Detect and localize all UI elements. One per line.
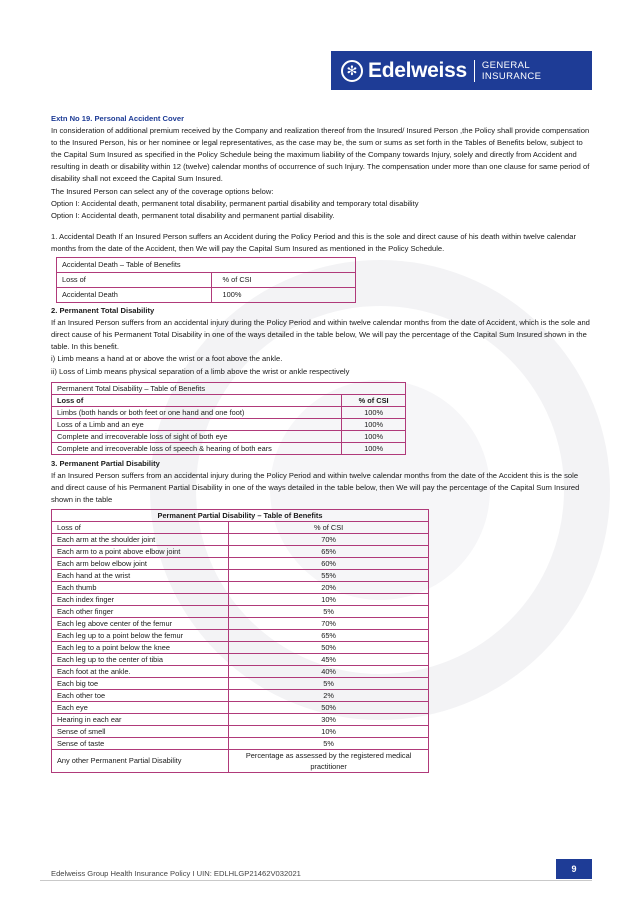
table-row <box>52 569 429 581</box>
table-row <box>52 653 429 665</box>
table-cell: 2% <box>229 689 429 701</box>
table-cell: 5% <box>229 605 429 617</box>
table-cell: 70% <box>229 533 429 545</box>
table-row <box>52 689 429 701</box>
table-cell: 45% <box>229 653 429 665</box>
table-cell: 10% <box>229 593 429 605</box>
logo-name: Edelweiss <box>368 58 467 82</box>
table-cell: Each thumb <box>52 581 229 593</box>
table-cell: Percentage as assessed by the registered medical practitioner <box>229 749 429 772</box>
limb-definition: i) Limb means a hand at or above the wrist or a foot above the ankle. <box>51 354 283 364</box>
table-cell: 100% <box>342 442 406 454</box>
table-cell: 60% <box>229 557 429 569</box>
table-cell: Complete and irrecoverable loss of sight of both eye <box>52 430 342 442</box>
document-body <box>51 113 591 773</box>
table-row <box>52 593 429 605</box>
section-title: Extn No 19. Personal Accident Cover <box>51 114 185 123</box>
ppd-paragraph: If an Insured Person suffers from an accidental injury during the Policy Period and within twelve calendar months from the date of the Accident this is the sole and direct cause of his Permanent Partial Disability in one of the ways detailed in the table below, then We will pay the percentage of the Capital Sum Insured shown in the table <box>51 470 580 504</box>
accidental-death-table <box>56 257 356 303</box>
logo-line2: INSURANCE <box>481 70 542 82</box>
table-cell: 5% <box>229 677 429 689</box>
loss-of-limb-definition: ii) Loss of Limb means physical separation of a limb above the wrist or ankle respectively <box>51 366 350 376</box>
table-cell: 55% <box>229 569 429 581</box>
column-header: Loss of <box>52 521 229 533</box>
option-1: Option I: Accidental death, permanent total disability, permanent partial disability and temporary total disability <box>51 198 419 208</box>
table-row <box>52 629 429 641</box>
ptd-table <box>51 382 406 455</box>
table-cell: 50% <box>229 641 429 653</box>
table-cell: Each foot at the ankle. <box>52 665 229 677</box>
logo-divider <box>474 60 475 82</box>
table-cell: 20% <box>229 581 429 593</box>
ppd-table <box>51 509 429 773</box>
table-cell: 10% <box>229 725 429 737</box>
table-cell: 50% <box>229 701 429 713</box>
column-header: Loss of <box>52 394 342 406</box>
table-cell: 100% <box>342 406 406 418</box>
table-cell: Limbs (both hands or both feet or one hand and one foot) <box>52 406 342 418</box>
table-row <box>52 617 429 629</box>
table-row <box>52 725 429 737</box>
table-cell: 5% <box>229 737 429 749</box>
table-cell: Each arm at the shoulder joint <box>52 533 229 545</box>
table-cell: 100% <box>342 418 406 430</box>
column-header: % of CSI <box>212 273 356 288</box>
table-cell: Loss of a Limb and an eye <box>52 418 342 430</box>
footer-rule <box>40 880 592 881</box>
intro-paragraph: In consideration of additional premium received by the Company and realization thereof from the Insured/ Insured Person ,the Policy shall provide compensation to the Insured Person, his or her nominee or legal representatives, as the case may be, the sum or sums as set forth in the Tables of Benefits below, subject to the Capital Sum Insured as specified in the Policy Schedule being the maximum liability of the Company towards Injury, solely and directly from Accident and resulting in death or disability within 12 (twelve) calendar months of occurrence of such Injury. The compensation under more than one clause for same period of disability shall not exceed the Capital Sum Insured. <box>51 126 590 184</box>
table-row <box>52 442 406 454</box>
table-caption: Permanent Total Disability – Table of Benefits <box>52 382 406 394</box>
ptd-heading: 2. Permanent Total Disability <box>51 306 155 316</box>
table-cell: Each leg to a point below the knee <box>52 641 229 653</box>
table-cell: Each leg up to the center of tibia <box>52 653 229 665</box>
table-row <box>52 533 429 545</box>
table-row <box>52 713 429 725</box>
options-intro: The Insured Person can select any of the coverage options below: <box>51 186 274 196</box>
table-cell: Each other toe <box>52 689 229 701</box>
column-header: % of CSI <box>342 394 406 406</box>
table-cell: Each arm to a point above elbow joint <box>52 545 229 557</box>
logo-subtitle <box>482 60 542 82</box>
table-row <box>52 749 429 772</box>
table-row <box>52 677 429 689</box>
ppd-heading: 3. Permanent Partial Disability <box>51 458 160 468</box>
page-number: 9 <box>556 859 592 879</box>
table-cell: Sense of smell <box>52 725 229 737</box>
table-cell: Accidental Death <box>57 288 212 303</box>
table-cell: Each big toe <box>52 677 229 689</box>
edelweiss-logo <box>331 51 592 90</box>
table-cell: Each leg up to a point below the femur <box>52 629 229 641</box>
table-cell: 30% <box>229 713 429 725</box>
ptd-paragraph: If an Insured Person suffers from an accidental injury during the Policy Period and within twelve calendar months from the date of Accident, which is the sole and direct cause of his Permanent Total Disability in one of the ways detailed in the table below, We will pay the percentage of the Capital Sum Insured shown in the table. In this benefit. <box>51 318 590 352</box>
table-cell: 65% <box>229 629 429 641</box>
table-cell: Each hand at the wrist <box>52 569 229 581</box>
table-cell: Each arm below elbow joint <box>52 557 229 569</box>
table-cell: 65% <box>229 545 429 557</box>
table-cell: Sense of taste <box>52 737 229 749</box>
table-caption: Permanent Partial Disability – Table of Benefits <box>52 509 429 521</box>
table-row <box>52 581 429 593</box>
footer-text: Edelweiss Group Health Insurance Policy I UIN: EDLHLGP21462V032021 <box>51 869 301 878</box>
table-cell: Hearing in each ear <box>52 713 229 725</box>
logo-line1: GENERAL <box>481 59 531 71</box>
table-row <box>52 737 429 749</box>
table-row <box>52 605 429 617</box>
table-cell: 100% <box>212 288 356 303</box>
table-cell: Each eye <box>52 701 229 713</box>
table-row <box>52 557 429 569</box>
flower-icon: ✻ <box>341 60 363 82</box>
table-cell: 40% <box>229 665 429 677</box>
table-row <box>52 701 429 713</box>
table-cell: Complete and irrecoverable loss of speech & hearing of both ears <box>52 442 342 454</box>
table-row <box>52 406 406 418</box>
table-row <box>52 545 429 557</box>
table-cell: Each other finger <box>52 605 229 617</box>
accidental-death-paragraph: 1. Accidental Death If an Insured Person suffers an Accident during the Policy Period and this is the sole and direct cause of his death within twelve calendar months from the date of the Accident, then We will pay the Capital Sum Insured as mentioned in the Policy Schedule. <box>51 231 576 253</box>
table-row <box>52 641 429 653</box>
table-row <box>52 418 406 430</box>
option-2: Option I: Accidental death, permanent total disability and permanent partial disability. <box>51 210 335 220</box>
table-cell: 70% <box>229 617 429 629</box>
table-cell: Any other Permanent Partial Disability <box>52 749 229 772</box>
column-header: Loss of <box>57 273 212 288</box>
table-cell: Each leg above center of the femur <box>52 617 229 629</box>
table-cell: Each index finger <box>52 593 229 605</box>
table-row <box>52 430 406 442</box>
column-header: % of CSI <box>229 521 429 533</box>
table-caption: Accidental Death – Table of Benefits <box>57 258 356 273</box>
table-row <box>52 665 429 677</box>
table-cell: 100% <box>342 430 406 442</box>
